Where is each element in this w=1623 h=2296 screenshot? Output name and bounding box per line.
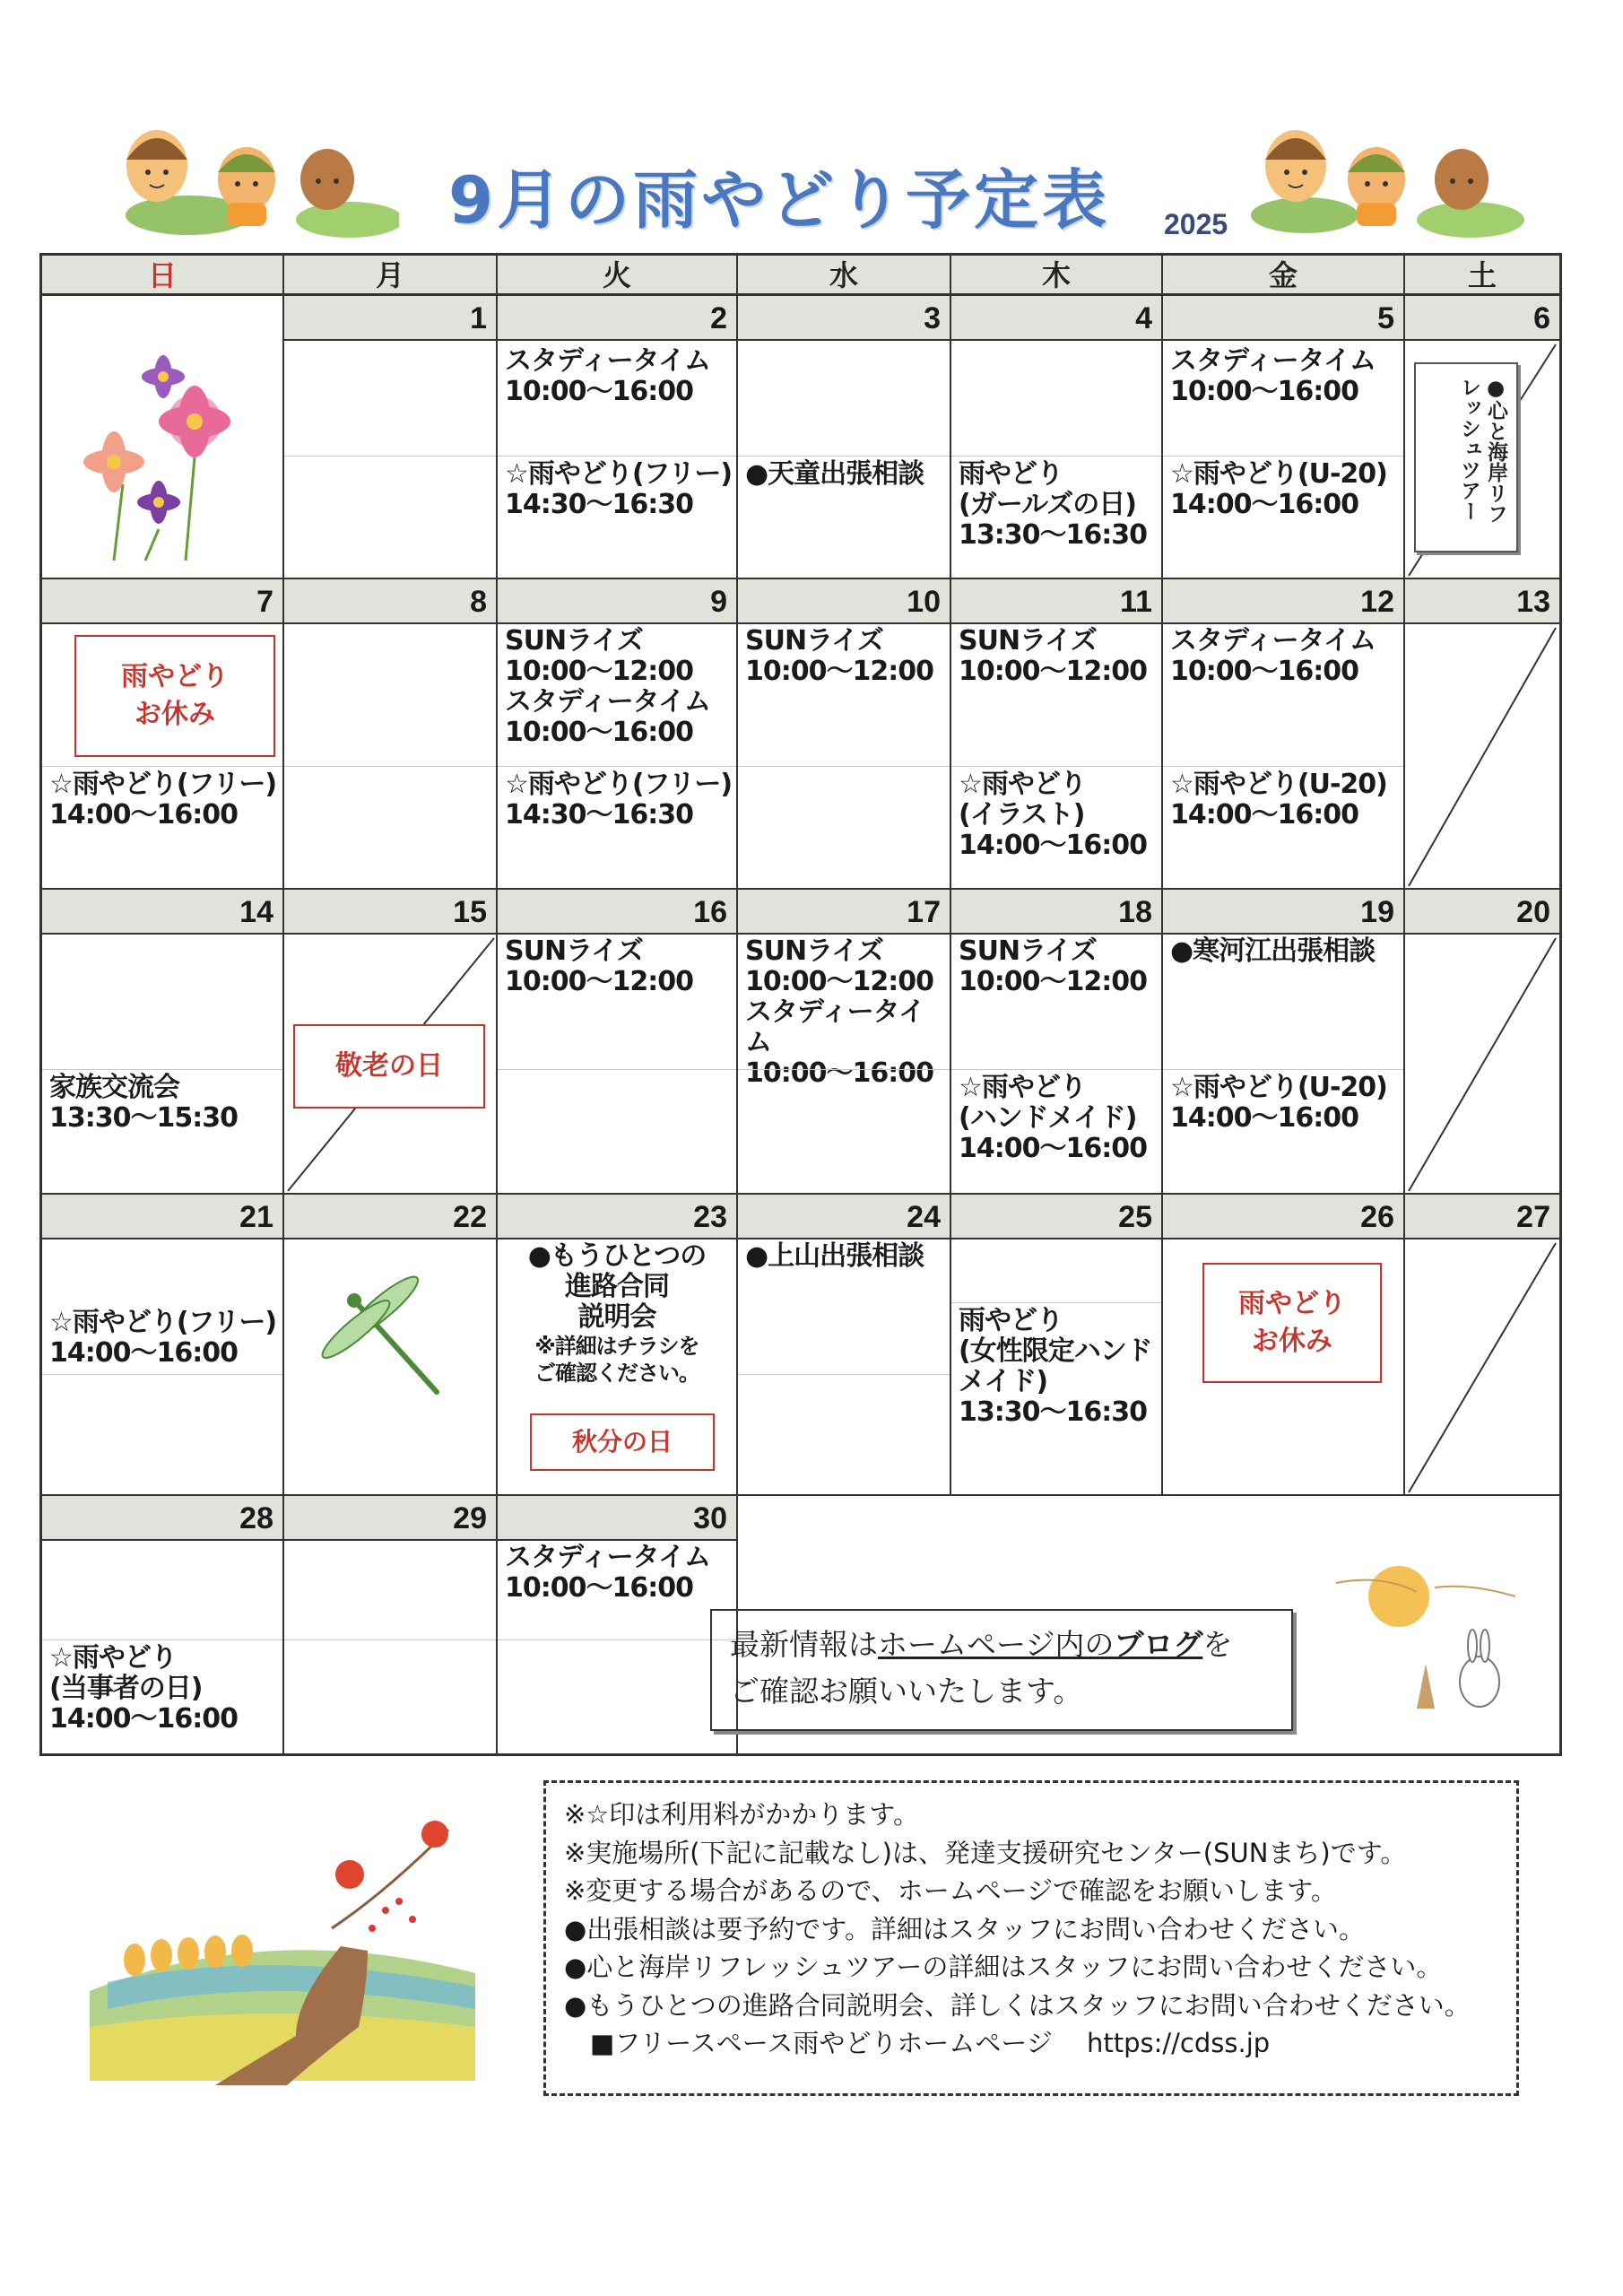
blog-link[interactable]: ブログ — [1114, 1627, 1203, 1662]
note-homepage[interactable]: ■フリースペース雨やどりホームページ https://cdss.jp — [564, 2028, 1271, 2058]
day-cell-16 — [498, 890, 738, 1195]
day-number: 12 — [1163, 579, 1403, 624]
info-text-2: を — [1202, 1627, 1233, 1662]
day-cell-12 — [1163, 579, 1405, 890]
day-number: 27 — [1405, 1195, 1559, 1239]
note-consultation: ●出張相談は要予約です。詳細はスタッフにお問い合わせください。 — [564, 1913, 1365, 1944]
event-study-time: スタディータイム 10:00〜16:00 — [505, 1542, 710, 1604]
event-study-time: スタディータイム 10:00〜16:00 — [1170, 345, 1376, 407]
event-kaminoyama-consultation: ●上山出張相談 — [745, 1240, 924, 1272]
day-cell-6 — [1405, 296, 1559, 579]
day-number: 9 — [498, 579, 736, 624]
day-cell-14 — [42, 890, 284, 1195]
day-number: 13 — [1405, 579, 1559, 624]
event-family-meeting: 家族交流会 13:30〜15:30 — [49, 1072, 238, 1134]
day-cell-23 — [498, 1195, 738, 1496]
cosmos-flower-illustration — [60, 350, 266, 565]
day-number: 6 — [1405, 296, 1559, 341]
event-study-time: スタディータイム 10:00〜16:00 — [1170, 625, 1376, 687]
day-cell-8 — [284, 579, 498, 890]
day-cell-10 — [738, 579, 951, 890]
notes-box — [543, 1780, 1519, 2096]
event-study-time: スタディータイム 10:00〜16:00 — [505, 345, 710, 407]
day-cell-18 — [951, 890, 1163, 1195]
day-cell-4 — [951, 296, 1163, 579]
diagonal-slash — [1405, 935, 1559, 1195]
closed-day-box: 雨やどり お休み — [74, 635, 275, 757]
autumn-landscape-illustration — [90, 1794, 484, 2090]
day-number: 20 — [1405, 890, 1559, 935]
day-number: 8 — [284, 579, 496, 624]
day-cell-13 — [1405, 579, 1559, 890]
day-number: 15 — [284, 890, 496, 935]
day-cell-1 — [284, 296, 498, 579]
acorn-characters-right — [1242, 117, 1529, 242]
day-cell-21 — [42, 1195, 284, 1496]
homepage-link[interactable]: ホームページ内の — [878, 1627, 1115, 1662]
page-title: 9月の雨やどり予定表 — [448, 162, 1111, 238]
info-text-3: ご確認お願いいたします。 — [730, 1674, 1083, 1709]
note-fee: ※☆印は利用料がかかります。 — [564, 1799, 919, 1830]
refresh-tour-box: ●心と海岸リフレッシュツアー — [1414, 362, 1518, 552]
day-cell-19 — [1163, 890, 1405, 1195]
weekday-sat: 土 — [1405, 256, 1559, 296]
day-cell-7 — [42, 579, 284, 890]
event-amayadori-free: ☆雨やどり(フリー) 14:00〜16:00 — [49, 1307, 277, 1369]
day-number: 19 — [1163, 890, 1403, 935]
event-amayadori-tojisha: ☆雨やどり (当事者の日) 14:00〜16:00 — [49, 1642, 238, 1735]
day-cell-15 — [284, 890, 498, 1195]
weekday-mon: 月 — [284, 256, 498, 296]
day-cell-9 — [498, 579, 738, 890]
empty-cell — [42, 296, 284, 579]
event-career-fair: ●もうひとつの 進路合同 説明会 — [527, 1240, 707, 1333]
day-cell-26 — [1163, 1195, 1405, 1496]
day-cell-28 — [42, 1496, 284, 1753]
diagonal-slash — [1405, 624, 1559, 890]
day-cell-11 — [951, 579, 1163, 890]
day-number: 23 — [498, 1195, 736, 1239]
day-number: 3 — [738, 296, 950, 341]
day-cell-17 — [738, 890, 951, 1195]
event-sunrise: SUNライズ 10:00〜12:00 — [959, 935, 1147, 997]
day-number: 1 — [284, 296, 496, 341]
event-amayadori-free: ☆雨やどり(フリー) 14:00〜16:00 — [49, 769, 277, 831]
day-number: 14 — [42, 890, 282, 935]
diagonal-slash — [1405, 1239, 1559, 1496]
day-number: 5 — [1163, 296, 1403, 341]
day-number: 26 — [1163, 1195, 1403, 1239]
day-number: 4 — [951, 296, 1161, 341]
weekday-wed: 水 — [738, 256, 951, 296]
weekday-sun: 日 — [42, 256, 284, 296]
event-amayadori-u20: ☆雨やどり(U-20) 14:00〜16:00 — [1170, 1072, 1387, 1134]
day-number: 28 — [42, 1496, 282, 1541]
day-number: 30 — [498, 1496, 736, 1541]
closed-day-box: 雨やどり お休み — [1202, 1263, 1382, 1383]
dragonfly-illustration — [320, 1266, 464, 1410]
weekday-fri: 金 — [1163, 256, 1405, 296]
event-sunrise-study: SUNライズ 10:00〜12:00 スタディータイム 10:00〜16:00 — [745, 935, 933, 1089]
calendar-grid — [39, 253, 1562, 1756]
note-changes: ※変更する場合があるので、ホームページで確認をお願いします。 — [564, 1875, 1337, 1906]
year-label: 2025 — [1164, 208, 1228, 240]
note-refresh-tour: ●心と海岸リフレッシュツアーの詳細はスタッフにお問い合わせください。 — [564, 1952, 1443, 1982]
event-women-handmade: 雨やどり (女性限定ハンド メイド) 13:30〜16:30 — [959, 1305, 1152, 1428]
day-number: 22 — [284, 1195, 496, 1239]
info-text-1: 最新情報は — [730, 1627, 878, 1662]
event-amayadori-u20: ☆雨やどり(U-20) 14:00〜16:00 — [1170, 458, 1387, 520]
day-cell-30 — [498, 1496, 738, 1753]
weekday-tue: 火 — [498, 256, 738, 296]
event-amayadori-handmade: ☆雨やどり (ハンドメイド) 14:00〜16:00 — [959, 1072, 1147, 1164]
acorn-characters-left — [112, 117, 399, 242]
event-amayadori-free: ☆雨やどり(フリー) 14:30〜16:30 — [505, 458, 733, 520]
day-cell-2 — [498, 296, 738, 579]
day-cell-29 — [284, 1496, 498, 1753]
day-number: 24 — [738, 1195, 950, 1239]
day-number: 25 — [951, 1195, 1161, 1239]
event-amayadori-u20: ☆雨やどり(U-20) 14:00〜16:00 — [1170, 769, 1387, 831]
event-career-fair-note: ※詳細はチラシを ご確認ください。 — [534, 1334, 699, 1386]
day-cell-5 — [1163, 296, 1405, 579]
holiday-box: 秋分の日 — [530, 1413, 715, 1471]
event-sunrise: SUNライズ 10:00〜12:00 — [959, 625, 1147, 687]
day-number: 7 — [42, 579, 282, 624]
event-amayadori-free: ☆雨やどり(フリー) 14:30〜16:30 — [505, 769, 733, 831]
note-location: ※実施場所(下記に記載なし)は、発達支援研究センター(SUNまち)です。 — [564, 1837, 1407, 1868]
day-number: 10 — [738, 579, 950, 624]
day-number: 17 — [738, 890, 950, 935]
day-number: 2 — [498, 296, 736, 341]
day-number: 16 — [498, 890, 736, 935]
day-cell-20 — [1405, 890, 1559, 1195]
day-cell-22 — [284, 1195, 498, 1496]
event-girls-day: 雨やどり (ガールズの日) 13:30〜16:30 — [959, 458, 1147, 551]
day-cell-3 — [738, 296, 951, 579]
weekday-thu: 木 — [951, 256, 1163, 296]
event-sagae-consultation: ●寒河江出張相談 — [1170, 935, 1376, 967]
holiday-box: 敬老の日 — [293, 1024, 485, 1109]
day-cell-24 — [738, 1195, 951, 1496]
event-sunrise: SUNライズ 10:00〜12:00 — [745, 625, 933, 687]
event-tendo-consultation: ●天童出張相談 — [745, 458, 924, 490]
moon-rabbit-illustration — [1327, 1547, 1524, 1718]
event-sunrise: SUNライズ 10:00〜12:00 — [505, 935, 693, 997]
latest-info-box — [710, 1609, 1293, 1731]
day-number: 29 — [284, 1496, 496, 1541]
event-amayadori-illust: ☆雨やどり (イラスト) 14:00〜16:00 — [959, 769, 1147, 861]
event-sunrise-study: SUNライズ 10:00〜12:00 スタディータイム 10:00〜16:00 — [505, 625, 710, 748]
day-cell-25 — [951, 1195, 1163, 1496]
day-number: 18 — [951, 890, 1161, 935]
day-number: 21 — [42, 1195, 282, 1239]
note-career-fair: ●もうひとつの進路合同説明会、詳しくはスタッフにお問い合わせください。 — [564, 1989, 1471, 2021]
day-number: 11 — [951, 579, 1161, 624]
day-cell-27 — [1405, 1195, 1559, 1496]
